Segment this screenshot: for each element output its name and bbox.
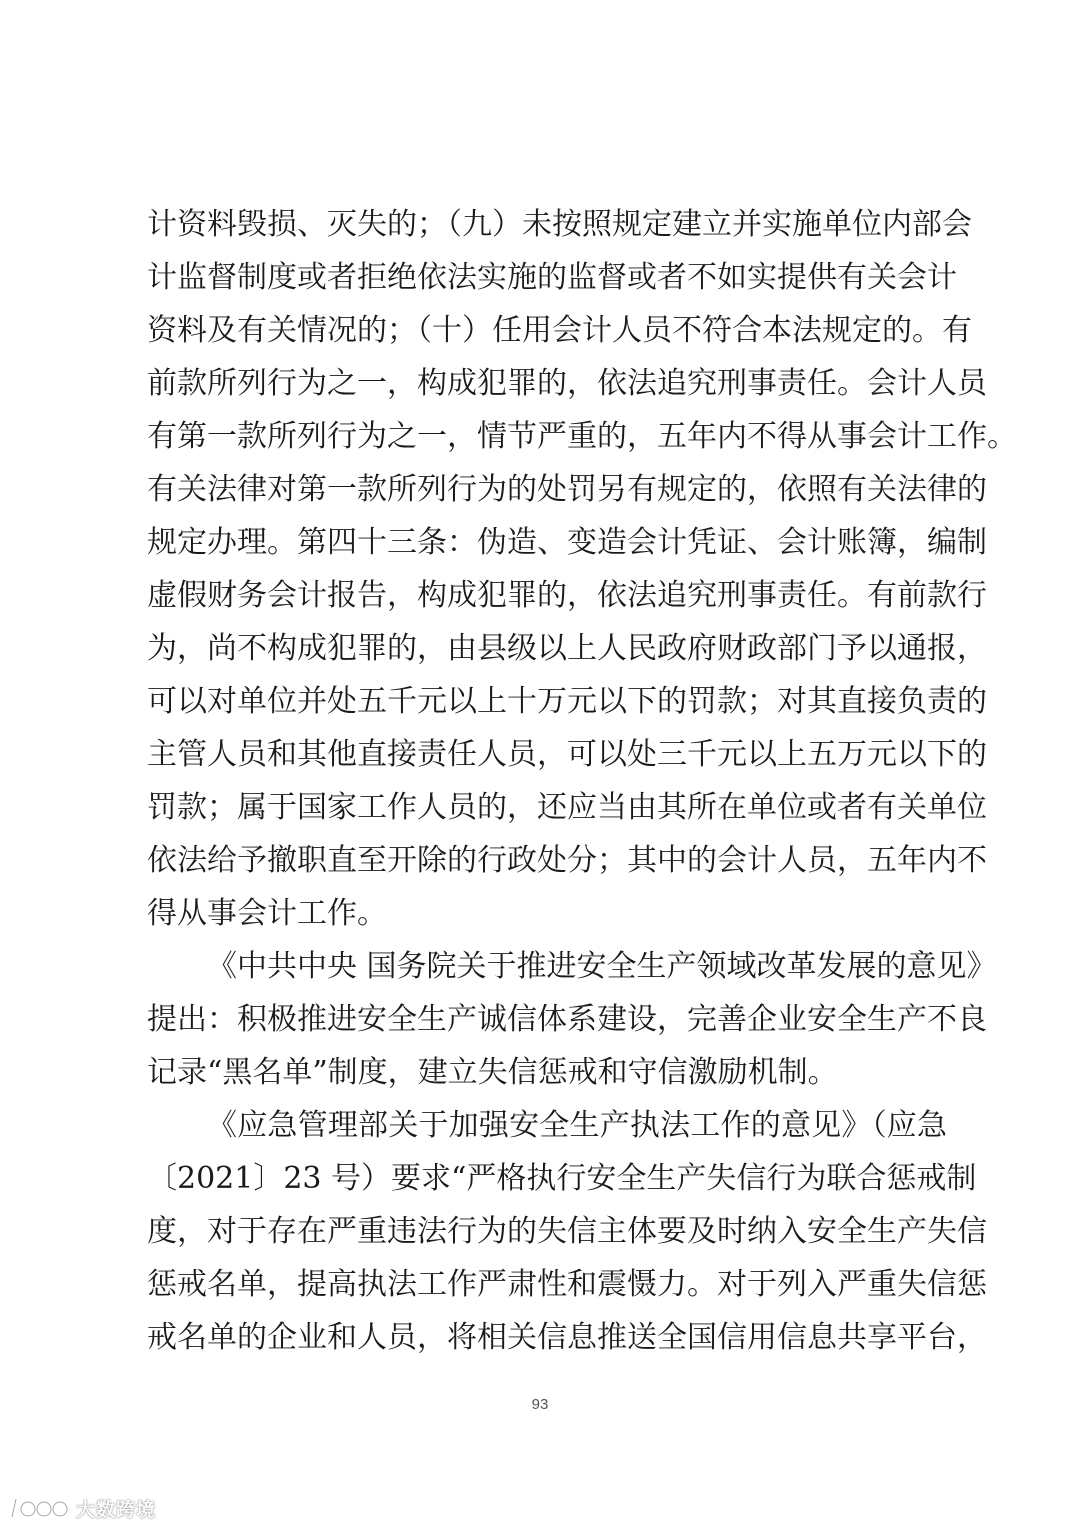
text-line: 计资料毁损、灭失的；（九）未按照规定建立并实施单位内部会 xyxy=(147,207,972,242)
text-line: 为，尚不构成犯罪的，由县级以上人民政府财政部门予以通报， xyxy=(147,631,987,666)
text-line: 规定办理。第四十三条：伪造、变造会计凭证、会计账簿，编制 xyxy=(147,525,987,560)
text-line: 资料及有关情况的；（十）任用会计人员不符合本法规定的。有 xyxy=(147,313,972,348)
text-line: 虚假财务会计报告，构成犯罪的，依法追究刑事责任。有前款行 xyxy=(147,578,987,613)
page-number: 93 xyxy=(531,1396,549,1413)
body-text xyxy=(147,198,1017,1364)
text-line: 《中共中央 国务院关于推进安全生产领域改革发展的意见》 xyxy=(207,949,997,984)
text-line: 有第一款所列行为之一，情节严重的，五年内不得从事会计工作。 xyxy=(147,419,1017,454)
text-line: 记录“黑名单”制度，建立失信惩戒和守信激励机制。 xyxy=(147,1055,838,1090)
text-line: 可以对单位并处五千元以上十万元以下的罚款；对其直接负责的 xyxy=(147,684,987,719)
text-line: 罚款；属于国家工作人员的，还应当由其所在单位或者有关单位 xyxy=(147,790,987,825)
text-line: 戒名单的企业和人员，将相关信息推送全国信用信息共享平台， xyxy=(147,1320,987,1355)
watermark xyxy=(10,1494,156,1522)
watermark-logo-icon xyxy=(10,1495,70,1521)
text-line: 度，对于存在严重违法行为的失信主体要及时纳入安全生产失信 xyxy=(147,1214,987,1249)
text-line: 前款所列行为之一，构成犯罪的，依法追究刑事责任。会计人员 xyxy=(147,366,987,401)
text-line: 得从事会计工作。 xyxy=(147,896,387,931)
watermark-text: 大数跨境 xyxy=(76,1498,157,1521)
text-line: 〔2021〕23 号）要求“严格执行安全生产失信行为联合惩戒制 xyxy=(147,1161,977,1196)
text-line: 有关法律对第一款所列行为的处罚另有规定的，依照有关法律的 xyxy=(147,472,987,507)
text-line: 提出：积极推进安全生产诚信体系建设，完善企业安全生产不良 xyxy=(147,1002,987,1037)
text-line: 依法给予撤职直至开除的行政处分；其中的会计人员，五年内不 xyxy=(147,843,987,878)
text-line: 计监督制度或者拒绝依法实施的监督或者不如实提供有关会计 xyxy=(147,260,957,295)
text-line: 惩戒名单，提高执法工作严肃性和震慑力。对于列入严重失信惩 xyxy=(147,1267,987,1302)
text-line: 《应急管理部关于加强安全生产执法工作的意见》（应急 xyxy=(207,1108,947,1143)
text-line: 主管人员和其他直接责任人员，可以处三千元以上五万元以下的 xyxy=(147,737,987,772)
